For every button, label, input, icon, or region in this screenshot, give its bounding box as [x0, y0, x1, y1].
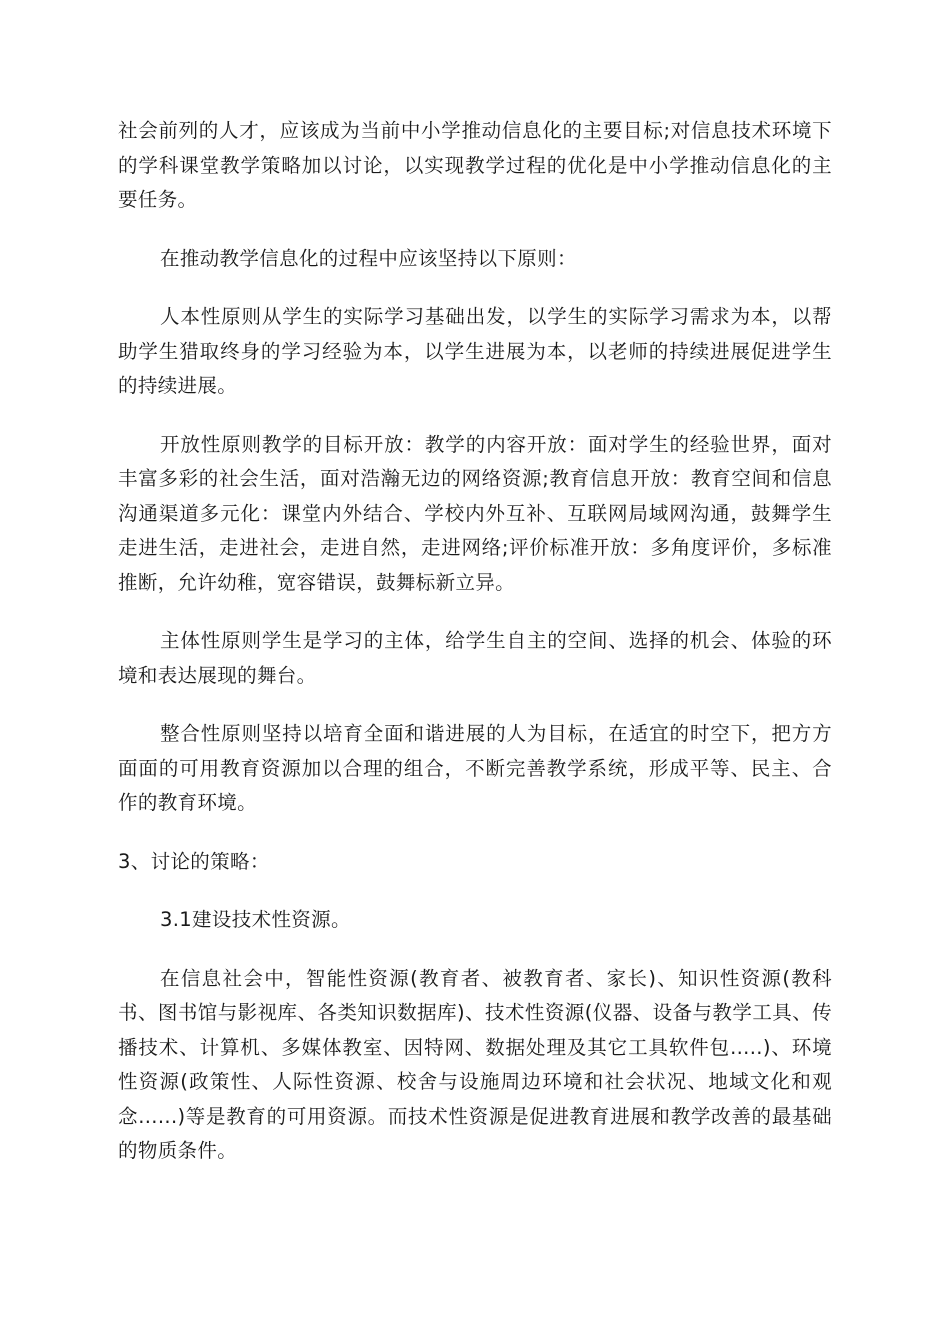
paragraph-subjectivity-principle: 主体性原则学生是学习的主体，给学生自主的空间、选择的机会、体验的环境和表达展现的舞台。: [118, 629, 832, 687]
paragraph-goals: 社会前列的人才，应该成为当前中小学推动信息化的主要目标;对信息技术环境下的学科课堂教学策略加以讨论，以实现教学过程的优化是中小学推动信息化的主要任务。: [118, 119, 832, 211]
document-page: [118, 114, 832, 1193]
subsection-heading-technical-resources: 3.1建设技术性资源。: [160, 908, 351, 931]
paragraph-integration-principle: 整合性原则坚持以培育全面和谐进展的人为目标，在适宜的时空下，把方方面面的可用教育资源加以合理的组合，不断完善教学系统，形成平等、民主、合作的教育环境。: [118, 722, 832, 814]
paragraph-principles-intro: 在推动教学信息化的过程中应该坚持以下原则：: [160, 246, 577, 270]
paragraph-openness-principle: 开放性原则教学的目标开放：教学的内容开放：面对学生的经验世界，面对丰富多彩的社会生活，面对浩瀚无边的网络资源;教育信息开放：教育空间和信息沟通渠道多元化：课堂内外结合、学校内外互补、互联网局域网沟通，鼓舞学生走进生活，走进社会，走进自然，走进网络;评价标准开放：多角度评价，多标准推断，允许幼稚，宽容错误，鼓舞标新立异。: [118, 432, 832, 594]
paragraph-resources: 在信息社会中，智能性资源(教育者、被教育者、家长)、知识性资源(教科书、图书馆与影视库、各类知识数据库)、技术性资源(仪器、设备与教学工具、传播技术、计算机、多媒体教室、因特网、数据处理及其它工具软件包.....)、环境性资源(政策性、人际性资源、校舍与设施周边环境和社会状况、地域文化和观念......)等是教育的可用资源。而技术性资源是促进教育进展和教学改善的最基础的物质条件。: [118, 966, 832, 1162]
paragraph-humanistic-principle: 人本性原则从学生的实际学习基础出发，以学生的实际学习需求为本，以帮助学生猎取终身的学习经验为本，以学生进展为本，以老师的持续进展促进学生的持续进展。: [118, 305, 832, 397]
section-heading-strategy: 3、讨论的策略：: [118, 849, 270, 873]
